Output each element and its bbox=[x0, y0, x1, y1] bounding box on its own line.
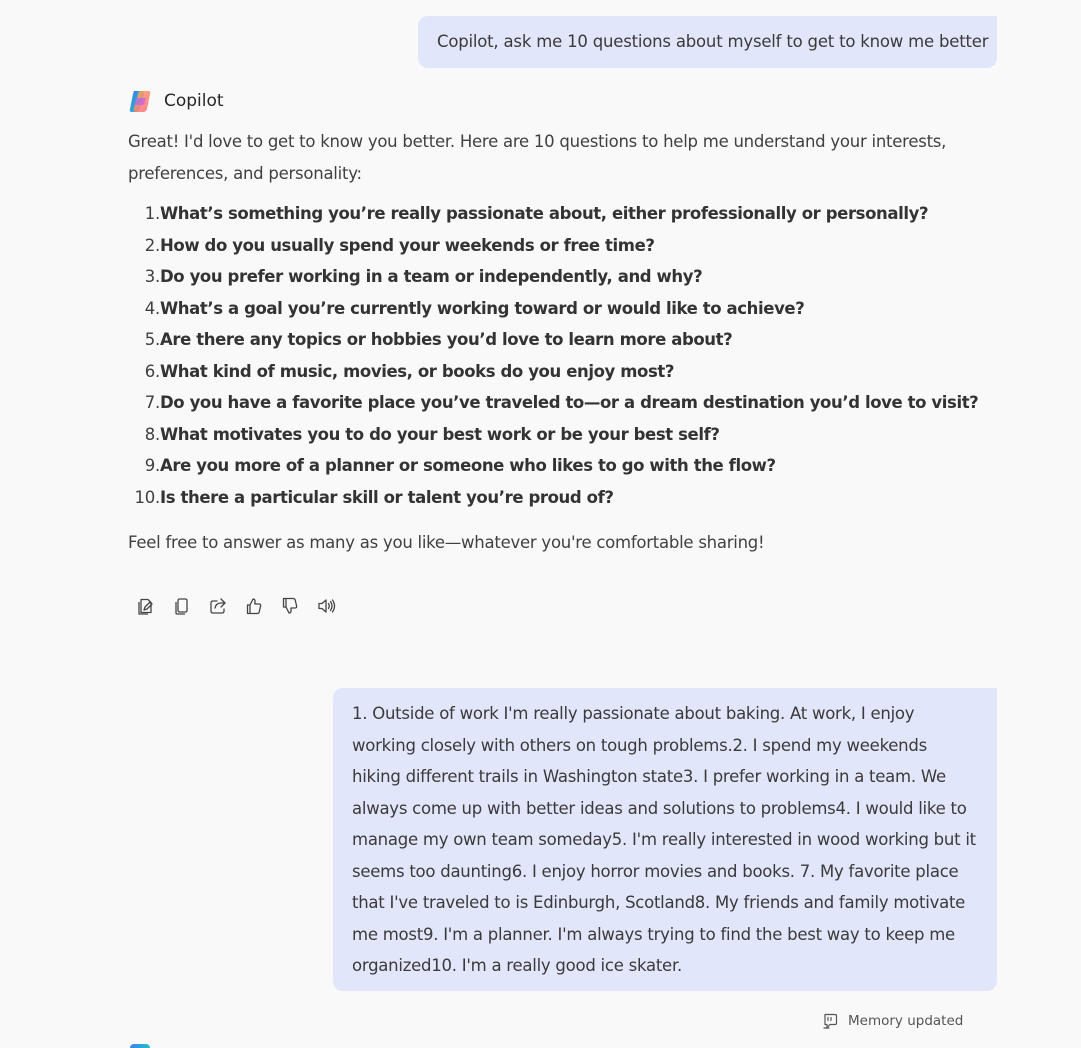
list-item-text: What kind of music, movies, or books do you enjoy most? bbox=[160, 361, 675, 381]
read-aloud-button[interactable] bbox=[308, 590, 344, 622]
user-message-text: 1. Outside of work I'm really passionate about baking. At work, I enjoy working closely with others on tough problems.2. I spend my weekends hiking different trails in Washington state3. I prefer working in a team. We always come up with better ideas and solutions to problems4. I would like to manage my own team someday5. I'm really interested in wood working but it seems too daunting6. I enjoy horror movies and books. 7. My favorite place that I've traveled to is Edinburgh, Scotland8. My friends and family motivate me most9. I'm a planner. I'm always trying to find the best way to keep me organized10. I'm a really good ice skater. bbox=[352, 704, 976, 975]
list-item-text: What motivates you to do your best work or be your best self? bbox=[160, 424, 720, 444]
list-item-number: 5. bbox=[144, 330, 160, 350]
read-aloud-icon bbox=[316, 596, 336, 616]
list-item-text: Do you prefer working in a team or independently, and why? bbox=[160, 267, 703, 287]
memory-updated-notice[interactable] bbox=[822, 1012, 963, 1030]
list-item-text: How do you usually spend your weekends or free time? bbox=[160, 235, 655, 255]
list-item bbox=[128, 324, 1028, 356]
list-item-text: What’s something you’re really passionate about, either professionally or personally? bbox=[160, 204, 929, 224]
list-item-text: Do you have a favorite place you’ve traveled to—or a dream destination you’d love to visit? bbox=[160, 393, 979, 413]
thumbs-up-button[interactable] bbox=[236, 590, 272, 622]
list-item-number: 10. bbox=[134, 487, 160, 507]
assistant-intro-text: Great! I'd love to get to know you better. Here are 10 questions to help me understand your interests, preferences, and personality: bbox=[128, 132, 947, 183]
list-item-number: 8. bbox=[144, 424, 160, 444]
list-item bbox=[128, 261, 1028, 293]
list-item bbox=[128, 419, 1028, 451]
list-item-text: Are there any topics or hobbies you’d love to learn more about? bbox=[160, 330, 733, 350]
list-item bbox=[128, 356, 1028, 388]
list-item bbox=[128, 482, 1028, 514]
list-item-number: 9. bbox=[144, 456, 160, 476]
list-item bbox=[128, 450, 1028, 482]
share-icon bbox=[208, 596, 228, 616]
list-item-number: 7. bbox=[144, 393, 160, 413]
assistant-outro-text: Feel free to answer as many as you like—whatever you're comfortable sharing! bbox=[128, 533, 765, 552]
list-item-text: Is there a particular skill or talent you’re proud of? bbox=[160, 487, 614, 507]
list-item bbox=[128, 198, 1028, 230]
thumbs-down-button[interactable] bbox=[272, 590, 308, 622]
list-item-number: 6. bbox=[144, 361, 160, 381]
memory-icon bbox=[822, 1012, 840, 1030]
assistant-header bbox=[128, 88, 224, 114]
next-copilot-logo-partial bbox=[130, 1044, 150, 1048]
edit-pages-icon bbox=[136, 596, 156, 616]
user-message-text: Copilot, ask me 10 questions about myself to get to know me better bbox=[437, 32, 989, 51]
list-item-number: 1. bbox=[144, 204, 160, 224]
copy-icon bbox=[172, 596, 192, 616]
list-item bbox=[128, 230, 1028, 262]
user-message-bubble bbox=[333, 688, 997, 991]
thumbs-up-icon bbox=[244, 596, 264, 616]
memory-updated-text: Memory updated bbox=[848, 1013, 964, 1029]
list-item-number: 3. bbox=[144, 267, 160, 287]
list-item-number: 4. bbox=[144, 298, 160, 318]
list-item-text: What’s a goal you’re currently working toward or would like to achieve? bbox=[160, 298, 805, 318]
edit-pages-button[interactable] bbox=[128, 590, 164, 622]
assistant-name: Copilot bbox=[164, 91, 224, 111]
list-item bbox=[128, 387, 1028, 419]
copilot-logo-icon bbox=[128, 88, 154, 114]
thumbs-down-icon bbox=[280, 596, 300, 616]
user-message-bubble bbox=[418, 16, 997, 68]
share-button[interactable] bbox=[200, 590, 236, 622]
question-list bbox=[128, 198, 1028, 513]
list-item bbox=[128, 293, 1028, 325]
message-action-bar bbox=[128, 590, 344, 622]
list-item-text: Are you more of a planner or someone who likes to go with the flow? bbox=[160, 456, 776, 476]
list-item-number: 2. bbox=[144, 235, 160, 255]
copy-button[interactable] bbox=[164, 590, 200, 622]
